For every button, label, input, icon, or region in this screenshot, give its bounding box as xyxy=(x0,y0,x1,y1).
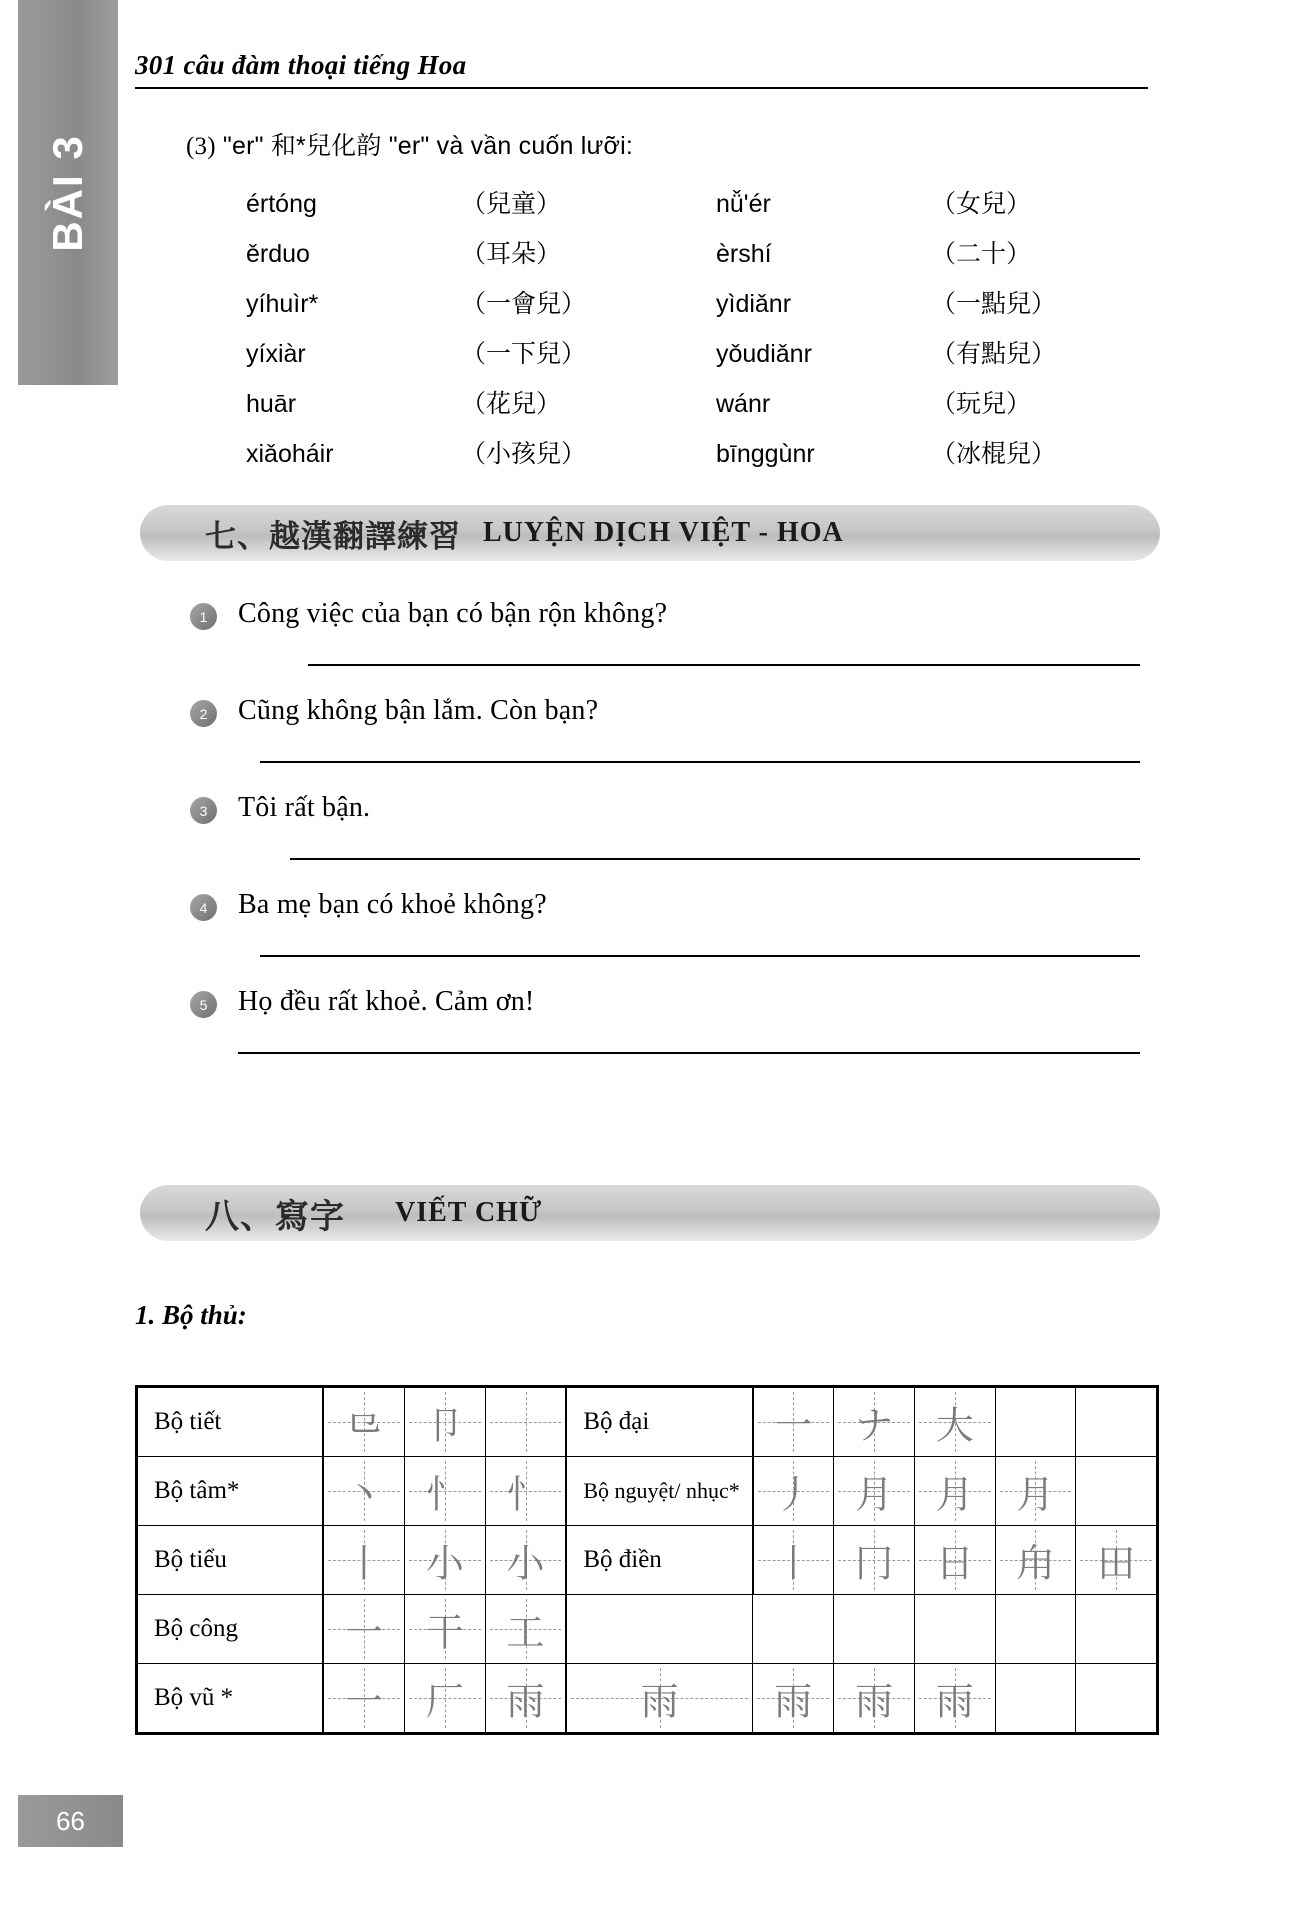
stroke-glyph: 小 xyxy=(425,1541,464,1586)
section-er-lead xyxy=(186,126,1166,162)
hanzi-word: （小孩兒） xyxy=(461,439,587,468)
stroke-glyph: 一 xyxy=(345,1679,384,1724)
section-banner-translation xyxy=(140,505,1160,561)
stroke-box[interactable] xyxy=(323,1387,404,1457)
header-rule xyxy=(135,87,1148,89)
exercise-item xyxy=(190,695,1160,792)
stroke-glyph: 干 xyxy=(425,1610,464,1655)
stroke-glyph: 日 xyxy=(935,1541,974,1586)
page-header xyxy=(135,50,1155,89)
stroke-glyph: 小 xyxy=(506,1541,545,1586)
stroke-glyph: 雨 xyxy=(935,1679,974,1724)
chapter-side-tab xyxy=(18,0,118,385)
hanzi-word: （兒童） xyxy=(461,189,562,218)
stroke-box[interactable] xyxy=(914,1526,995,1595)
pinyin-word: nǚ'ér xyxy=(716,190,771,218)
stroke-glyph: 月 xyxy=(855,1472,894,1517)
stroke-glyph: 忄 xyxy=(425,1472,464,1517)
hanzi-word: （一下兒） xyxy=(461,339,587,368)
hanzi-word: （一點兒） xyxy=(931,289,1057,318)
section-banner-vietnamese: VIẾT CHỮ xyxy=(395,1197,543,1228)
pinyin-grid xyxy=(246,184,1166,470)
stroke-box[interactable] xyxy=(914,1387,995,1457)
pinyin-word: yìdiǎnr xyxy=(716,290,792,318)
section-banner-writing xyxy=(140,1185,1160,1241)
stroke-box[interactable] xyxy=(485,1664,566,1734)
exercise-text: Họ đều rất khoẻ. Cảm ơn! xyxy=(238,986,535,1017)
pinyin-word: wánr xyxy=(716,390,771,418)
stroke-box[interactable] xyxy=(995,1387,1076,1457)
table-row xyxy=(137,1387,1158,1457)
radical-practice-table xyxy=(135,1385,1159,1735)
stroke-box[interactable] xyxy=(485,1457,566,1526)
stroke-glyph: 一 xyxy=(345,1610,384,1655)
answer-line[interactable] xyxy=(290,858,1140,860)
radical-label: Bộ nguyệt/ nhục* xyxy=(566,1457,752,1526)
exercise-item xyxy=(190,598,1160,695)
section-banner-vietnamese: LUYỆN DỊCH VIỆT - HOA xyxy=(483,517,844,548)
pinyin-word: yíhuìr* xyxy=(246,290,319,318)
pinyin-word: èrshí xyxy=(716,240,772,268)
radical-label: Bộ tâm* xyxy=(137,1457,324,1526)
hanzi-word: （女兒） xyxy=(931,189,1032,218)
exercise-number: 1 xyxy=(190,603,217,630)
stroke-box[interactable] xyxy=(485,1387,566,1457)
stroke-box[interactable] xyxy=(405,1595,486,1664)
stroke-glyph: 甪 xyxy=(1016,1541,1055,1586)
stroke-box[interactable] xyxy=(834,1664,915,1734)
pinyin-word: értóng xyxy=(246,190,317,218)
answer-line[interactable] xyxy=(260,761,1140,763)
stroke-box[interactable] xyxy=(1076,1595,1158,1664)
pinyin-word: bīnggùnr xyxy=(716,440,815,468)
radical-label: Bộ công xyxy=(137,1595,324,1664)
stroke-box[interactable] xyxy=(323,1595,404,1664)
exercise-item xyxy=(190,889,1160,986)
stroke-box[interactable] xyxy=(323,1526,404,1595)
stroke-box[interactable] xyxy=(753,1595,834,1664)
stroke-box[interactable] xyxy=(1076,1664,1158,1734)
stroke-glyph: 月 xyxy=(1016,1472,1055,1517)
stroke-glyph: 月 xyxy=(935,1472,974,1517)
pinyin-word: ěrduo xyxy=(246,240,310,268)
section-er-number: (3) xyxy=(186,133,216,160)
stroke-glyph: 雨 xyxy=(640,1679,679,1724)
stroke-glyph: 雨 xyxy=(855,1679,894,1724)
stroke-glyph: 工 xyxy=(506,1610,545,1655)
stroke-box[interactable] xyxy=(323,1664,404,1734)
exercise-item xyxy=(190,792,1160,889)
stroke-glyph: 厂 xyxy=(425,1679,464,1724)
pinyin-word: huār xyxy=(246,390,297,418)
hanzi-word: （二十） xyxy=(931,239,1032,268)
pinyin-word: xiǎoháir xyxy=(246,440,334,468)
stroke-glyph: 雨 xyxy=(774,1679,813,1724)
radical-label: Bộ điền xyxy=(566,1526,752,1595)
stroke-box[interactable] xyxy=(995,1595,1076,1664)
radical-label: Bộ vũ * xyxy=(137,1664,324,1734)
stroke-glyph: 丿 xyxy=(774,1472,813,1517)
exercise-list xyxy=(190,598,1160,1083)
exercise-text: Tôi rất bận. xyxy=(238,792,371,823)
exercise-number: 3 xyxy=(190,797,217,824)
stroke-box[interactable] xyxy=(834,1595,915,1664)
hanzi-word: （耳朵） xyxy=(461,239,562,268)
stroke-box[interactable] xyxy=(753,1664,834,1734)
stroke-glyph: 一 xyxy=(774,1403,813,1448)
stroke-box[interactable] xyxy=(323,1457,404,1526)
answer-line[interactable] xyxy=(308,664,1140,666)
hanzi-word: （玩兒） xyxy=(931,389,1032,418)
exercise-text: Công việc của bạn có bận rộn không? xyxy=(238,598,668,629)
stroke-glyph: ナ xyxy=(855,1403,894,1448)
hanzi-word: （冰棍兒） xyxy=(931,439,1057,468)
stroke-box[interactable] xyxy=(753,1457,834,1526)
stroke-box[interactable] xyxy=(1076,1387,1158,1457)
stroke-box[interactable] xyxy=(834,1526,915,1595)
stroke-box[interactable] xyxy=(405,1387,486,1457)
hanzi-word: （有點兒） xyxy=(931,339,1057,368)
section-er-lead-text: "er" 和*兒化韵 "er" và vần cuốn lưỡi: xyxy=(222,132,633,160)
exercise-number: 2 xyxy=(190,700,217,727)
section-banner-chinese: 七、越漢翻譯練習 xyxy=(205,518,461,555)
hanzi-word: （一會兒） xyxy=(461,289,587,318)
stroke-box[interactable] xyxy=(753,1526,834,1595)
pinyin-word: yǒudiǎnr xyxy=(716,340,812,368)
stroke-box[interactable] xyxy=(405,1526,486,1595)
stroke-box[interactable] xyxy=(566,1595,752,1664)
radical-label: Bộ tiết xyxy=(137,1387,324,1457)
stroke-box[interactable] xyxy=(485,1526,566,1595)
stroke-box[interactable] xyxy=(753,1387,834,1457)
stroke-box[interactable] xyxy=(914,1595,995,1664)
stroke-glyph: 雨 xyxy=(506,1679,545,1724)
stroke-box[interactable] xyxy=(995,1664,1076,1734)
answer-line[interactable] xyxy=(238,1052,1140,1054)
table-row xyxy=(137,1526,1158,1595)
stroke-box[interactable] xyxy=(834,1387,915,1457)
section-er-block xyxy=(186,126,1166,470)
stroke-box[interactable] xyxy=(834,1457,915,1526)
exercise-number: 5 xyxy=(190,991,217,1018)
exercise-text: Cũng không bận lắm. Còn bạn? xyxy=(238,695,599,726)
stroke-box[interactable] xyxy=(1076,1457,1158,1526)
stroke-box[interactable] xyxy=(995,1526,1076,1595)
answer-line[interactable] xyxy=(260,955,1140,957)
stroke-glyph: ⺋ xyxy=(345,1403,384,1448)
exercise-item xyxy=(190,986,1160,1083)
page-number: 66 xyxy=(18,1795,123,1847)
stroke-glyph: 丨 xyxy=(774,1541,813,1586)
stroke-glyph: 冂 xyxy=(855,1541,894,1586)
radical-label: Bộ đại xyxy=(566,1387,752,1457)
radical-label: Bộ tiểu xyxy=(137,1526,324,1595)
stroke-box[interactable] xyxy=(485,1595,566,1664)
book-title: 301 câu đàm thoại tiếng Hoa xyxy=(135,50,467,80)
stroke-glyph: 丶 xyxy=(345,1472,384,1517)
chapter-label: BÀI 3 xyxy=(44,133,91,252)
radicals-subheading: 1. Bộ thủ: xyxy=(135,1300,247,1330)
stroke-glyph: 大 xyxy=(935,1403,974,1448)
table-row xyxy=(137,1457,1158,1526)
pinyin-word: yíxiàr xyxy=(246,340,306,368)
stroke-glyph: 忄 xyxy=(506,1472,545,1517)
stroke-box[interactable] xyxy=(914,1664,995,1734)
stroke-glyph: 卩 xyxy=(425,1403,464,1448)
stroke-glyph: 丨 xyxy=(345,1541,384,1586)
section-banner-chinese: 八、寫字 xyxy=(205,1196,345,1237)
stroke-glyph: 田 xyxy=(1097,1541,1136,1586)
stroke-box[interactable] xyxy=(1076,1526,1158,1595)
stroke-box[interactable] xyxy=(405,1664,486,1734)
stroke-box[interactable] xyxy=(914,1457,995,1526)
table-row xyxy=(137,1664,1158,1734)
exercise-number: 4 xyxy=(190,894,217,921)
stroke-box[interactable] xyxy=(566,1664,752,1734)
stroke-box[interactable] xyxy=(995,1457,1076,1526)
exercise-text: Ba mẹ bạn có khoẻ không? xyxy=(238,889,547,920)
table-row xyxy=(137,1595,1158,1664)
stroke-box[interactable] xyxy=(405,1457,486,1526)
hanzi-word: （花兒） xyxy=(461,389,562,418)
